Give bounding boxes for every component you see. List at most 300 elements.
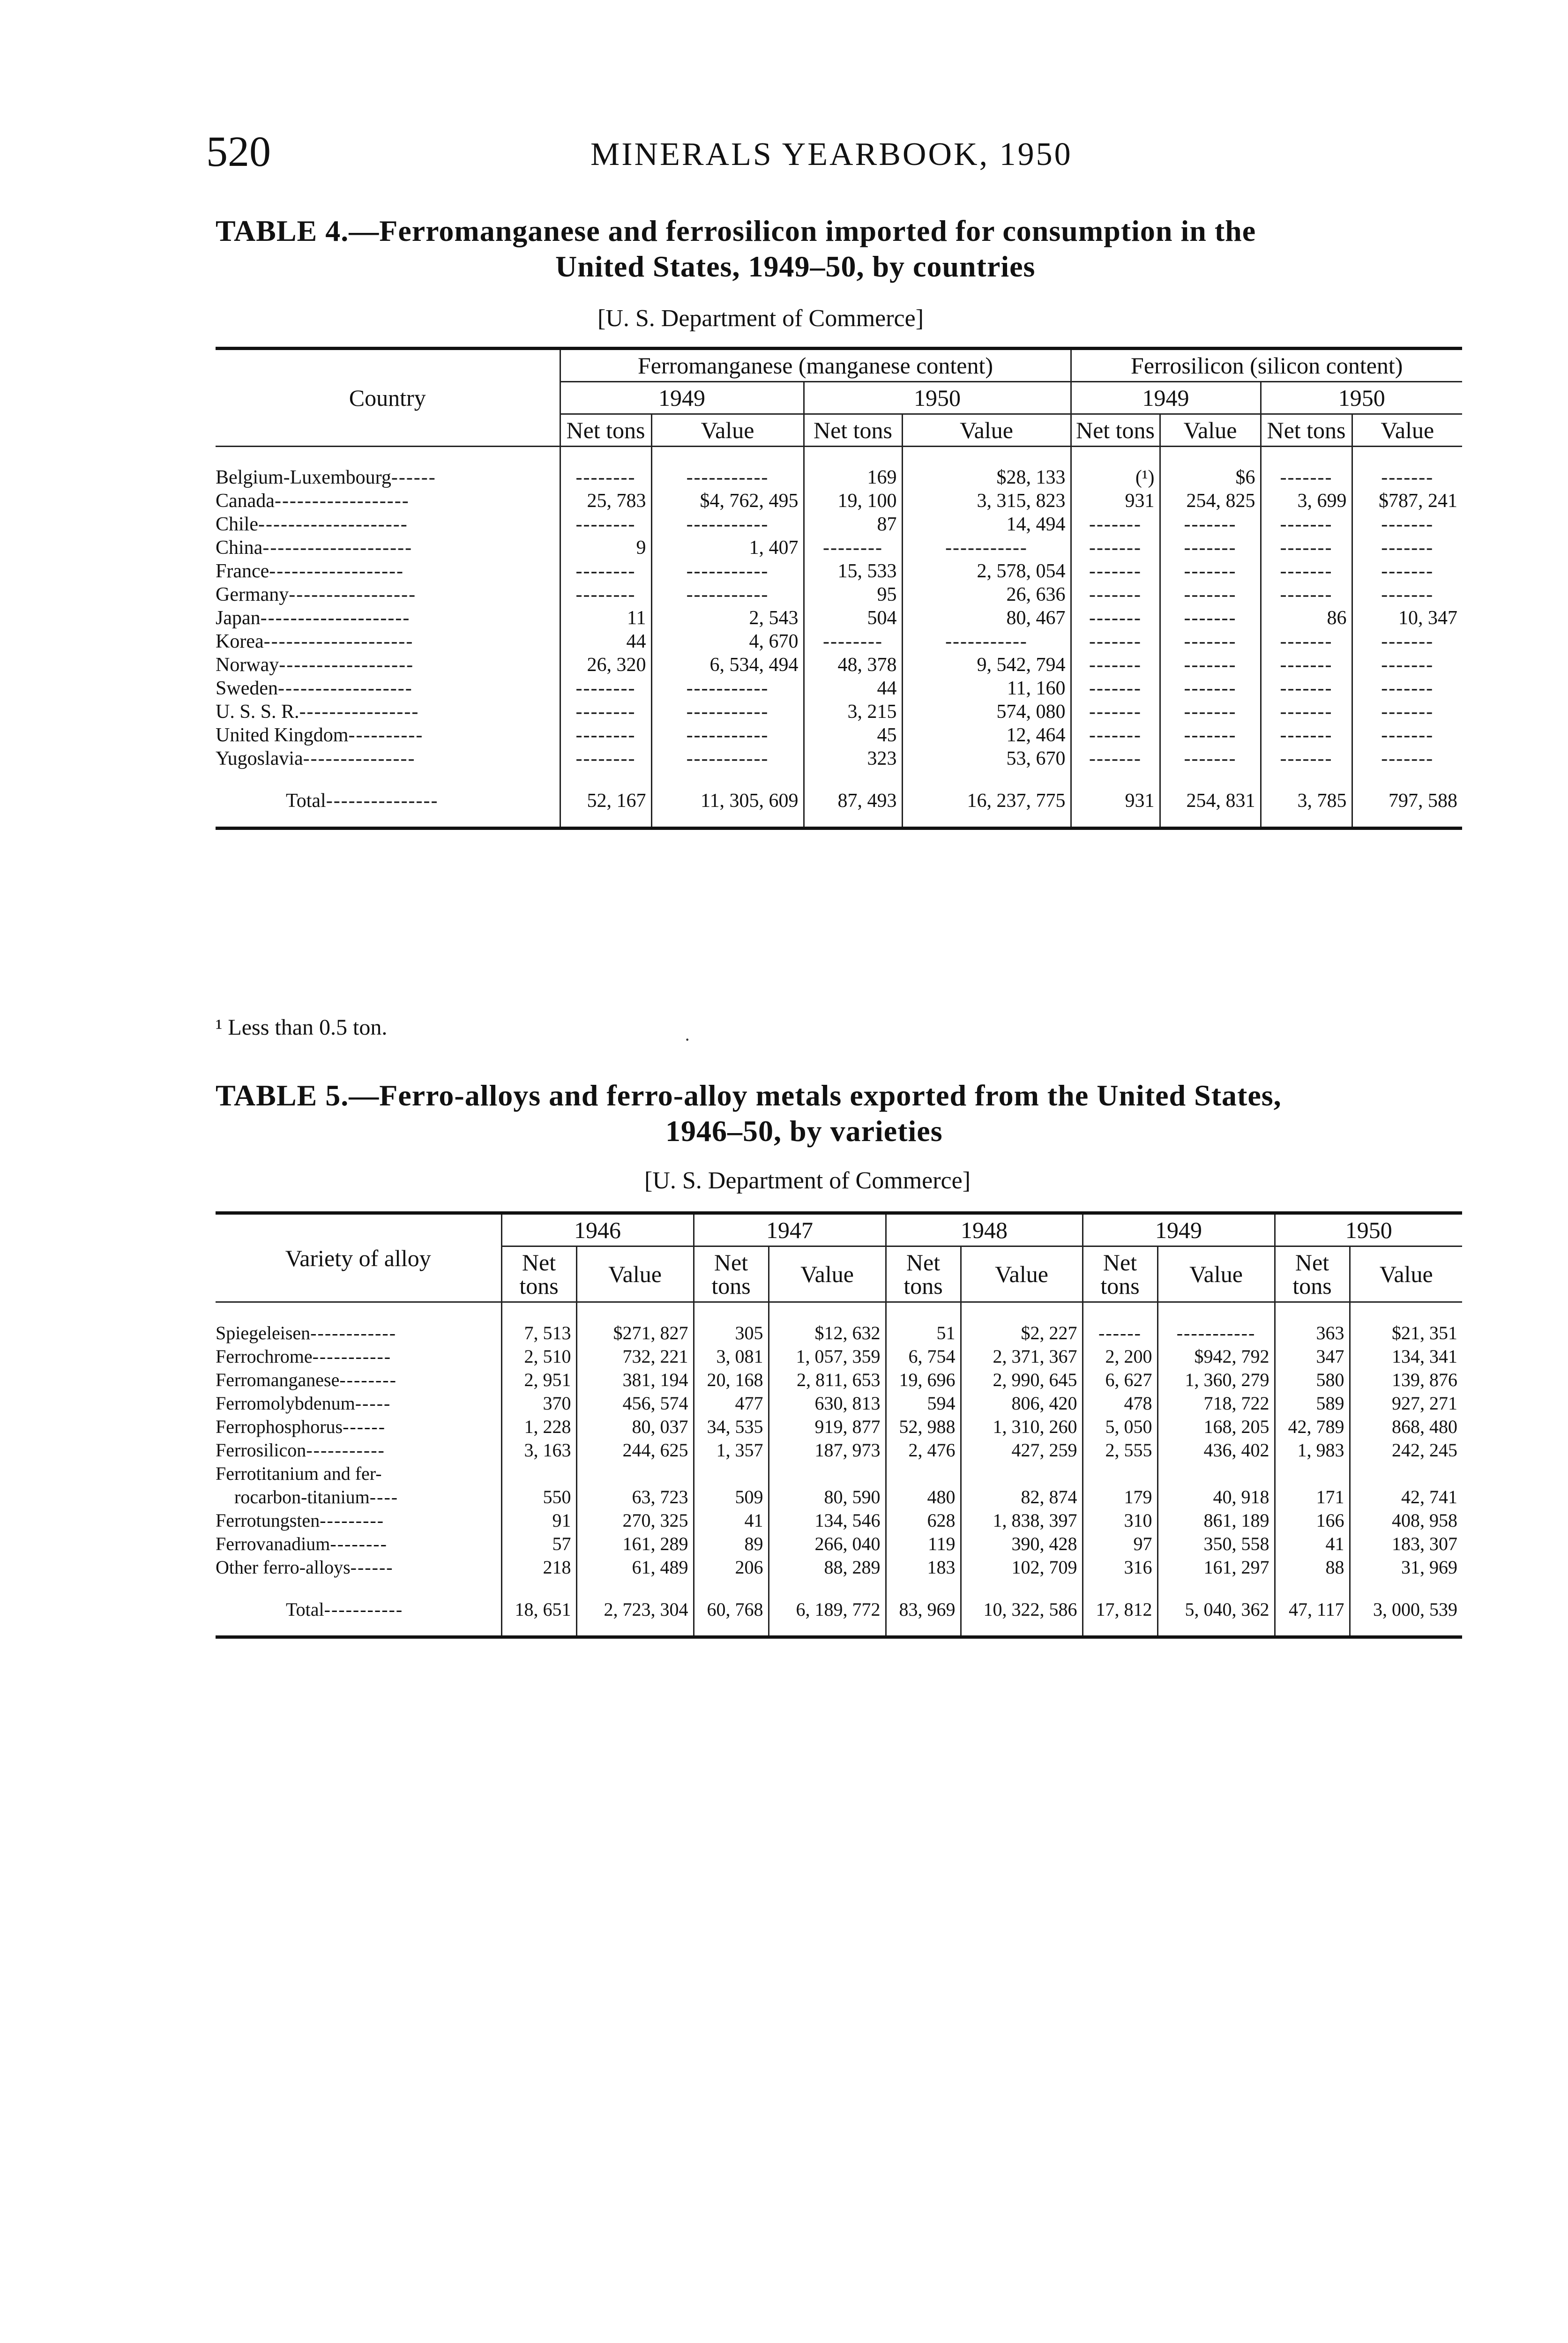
cell-net-tons: 5, 050 [1083, 1415, 1157, 1439]
year-header: 1950 [1261, 382, 1462, 414]
cell-net-tons: ------- [1261, 560, 1352, 583]
row-label-text: Sweden [216, 678, 278, 699]
cell-value: ------- [1352, 447, 1462, 490]
cell-net-tons: 310 [1083, 1509, 1157, 1532]
row-label [216, 1302, 501, 1345]
leader-dots: ---------------- [299, 701, 419, 723]
row-label [216, 1556, 501, 1579]
cell-value: 82, 874 [961, 1485, 1083, 1509]
cell-net-tons: 3, 785 [1261, 770, 1352, 828]
cell-net-tons: 47, 117 [1275, 1579, 1350, 1637]
row-label-text: Yugoslavia [216, 748, 303, 769]
cell-net-tons: ------- [1071, 583, 1160, 606]
cell-net-tons: 57 [501, 1532, 576, 1556]
row-label [216, 747, 560, 770]
cell-value: 187, 973 [769, 1439, 886, 1462]
cell-net-tons: 166 [1275, 1509, 1350, 1532]
cell-net-tons: 509 [694, 1485, 769, 1509]
cell-net-tons [1083, 1462, 1157, 1485]
cell-value: 6, 189, 772 [769, 1579, 886, 1637]
leader-dots: --------------- [326, 790, 439, 812]
table5-source: [U. S. Department of Commerce] [644, 1167, 971, 1194]
cell-value: ----------- [902, 536, 1071, 560]
cell-value: 868, 480 [1350, 1415, 1462, 1439]
cell-value: 390, 428 [961, 1532, 1083, 1556]
page-header [206, 127, 1471, 178]
cell-net-tons: 97 [1083, 1532, 1157, 1556]
cell-value: ----------- [1157, 1302, 1275, 1345]
cell-value: 1, 310, 260 [961, 1415, 1083, 1439]
row-label-text: Canada [216, 490, 275, 512]
row-label-text: Ferrophosphorus [216, 1416, 343, 1437]
cell-value: $4, 762, 495 [651, 489, 804, 513]
total-row [216, 770, 1462, 828]
cell-net-tons: 41 [694, 1509, 769, 1532]
cell-value: ------- [1160, 513, 1261, 536]
leader-dots: --------- [320, 1510, 385, 1531]
cell-net-tons: 48, 378 [804, 653, 902, 677]
cell-net-tons: 169 [804, 447, 902, 490]
cell-net-tons [501, 1462, 576, 1485]
leader-dots: ------------------ [269, 560, 404, 582]
cell-value: ------- [1352, 747, 1462, 770]
cell-value: 861, 189 [1157, 1509, 1275, 1532]
cell-value: 2, 990, 645 [961, 1368, 1083, 1392]
cell-value: ----------- [651, 560, 804, 583]
cell-value: 134, 546 [769, 1509, 886, 1532]
cell-net-tons: 183 [886, 1556, 961, 1579]
cell-net-tons: -------- [560, 700, 651, 724]
table-row [216, 1415, 1462, 1439]
cell-value: 53, 670 [902, 747, 1071, 770]
cell-value: 80, 590 [769, 1485, 886, 1509]
cell-value: ------- [1352, 560, 1462, 583]
cell-net-tons: 41 [1275, 1532, 1350, 1556]
cell-net-tons: 26, 320 [560, 653, 651, 677]
cell-value: 6, 534, 494 [651, 653, 804, 677]
cell-net-tons: 83, 969 [886, 1579, 961, 1637]
row-label-text: United Kingdom [216, 724, 349, 746]
cell-net-tons: 95 [804, 583, 902, 606]
cell-net-tons: 17, 812 [1083, 1579, 1157, 1637]
cell-net-tons: 51 [886, 1302, 961, 1345]
row-label [216, 677, 560, 700]
cell-value: 1, 838, 397 [961, 1509, 1083, 1532]
leader-dots: ----------- [306, 1440, 385, 1461]
cell-value: 408, 958 [1350, 1509, 1462, 1532]
cell-net-tons: ------- [1261, 513, 1352, 536]
leader-dots: ------ [350, 1557, 394, 1578]
cell-net-tons: 179 [1083, 1485, 1157, 1509]
row-label-text: rocarbon-titanium [234, 1486, 370, 1507]
table-row [216, 1392, 1462, 1415]
cell-value: 63, 723 [576, 1485, 694, 1509]
table-row [216, 447, 1462, 490]
column-header-net-tons: Net tons [804, 414, 902, 447]
cell-net-tons: 477 [694, 1392, 769, 1415]
cell-net-tons: -------- [560, 724, 651, 747]
cell-value: ----------- [651, 724, 804, 747]
cell-net-tons: 316 [1083, 1556, 1157, 1579]
column-header-net-tons: Net tons [1083, 1246, 1157, 1302]
leader-dots: -------- [330, 1533, 388, 1554]
leader-dots: -------------------- [263, 631, 414, 652]
year-header: 1946 [501, 1213, 694, 1246]
column-header-value: Value [576, 1246, 694, 1302]
cell-value: 381, 194 [576, 1368, 694, 1392]
cell-net-tons: 3, 081 [694, 1345, 769, 1368]
cell-value: ------- [1352, 700, 1462, 724]
leader-dots: ------------------ [279, 654, 414, 676]
cell-net-tons: ------- [1261, 724, 1352, 747]
cell-net-tons: 52, 167 [560, 770, 651, 828]
table-row [216, 536, 1462, 560]
year-header: 1948 [886, 1213, 1083, 1246]
column-header-net-tons: Net tons [1261, 414, 1352, 447]
cell-value: 732, 221 [576, 1345, 694, 1368]
row-label-text: Ferrochrome [216, 1346, 313, 1367]
cell-net-tons: 305 [694, 1302, 769, 1345]
cell-value: $28, 133 [902, 447, 1071, 490]
cell-net-tons: 87 [804, 513, 902, 536]
row-label-text: Total [286, 790, 326, 812]
cell-value: 266, 040 [769, 1532, 886, 1556]
cell-value: $2, 227 [961, 1302, 1083, 1345]
row-label [216, 560, 560, 583]
cell-net-tons: 3, 699 [1261, 489, 1352, 513]
cell-value: ------- [1160, 747, 1261, 770]
cell-value: ------- [1352, 653, 1462, 677]
cell-value: ------- [1352, 677, 1462, 700]
cell-value: ------- [1352, 724, 1462, 747]
cell-value: 134, 341 [1350, 1345, 1462, 1368]
page-number: 520 [206, 127, 271, 175]
column-header-value: Value [651, 414, 804, 447]
table-row [216, 1485, 1462, 1509]
leader-dots: ----- [355, 1393, 391, 1414]
cell-value: 4, 670 [651, 630, 804, 653]
cell-value: 168, 205 [1157, 1415, 1275, 1439]
cell-net-tons: 589 [1275, 1392, 1350, 1415]
cell-value: ----------- [651, 700, 804, 724]
cell-net-tons: ------- [1261, 677, 1352, 700]
cell-net-tons: ------- [1071, 700, 1160, 724]
cell-value: $942, 792 [1157, 1345, 1275, 1368]
cell-net-tons: ------- [1261, 653, 1352, 677]
cell-value: $6 [1160, 447, 1261, 490]
column-header-value: Value [902, 414, 1071, 447]
cell-value: ------- [1160, 653, 1261, 677]
table-row [216, 1345, 1462, 1368]
year-header: 1949 [1083, 1213, 1275, 1246]
cell-value: 2, 543 [651, 606, 804, 630]
cell-value: 10, 322, 586 [961, 1579, 1083, 1637]
column-header-value: Value [1350, 1246, 1462, 1302]
row-label-text: Korea [216, 631, 264, 652]
table4 [216, 347, 1462, 830]
total-row [216, 1579, 1462, 1637]
cell-net-tons: ------- [1261, 447, 1352, 490]
cell-value: 1, 057, 359 [769, 1345, 886, 1368]
row-label-text: Total [286, 1599, 324, 1620]
cell-net-tons: 87, 493 [804, 770, 902, 828]
row-label-text: Ferromolybdenum [216, 1393, 355, 1414]
row-label-text: Chile [216, 514, 258, 535]
cell-net-tons: 89 [694, 1532, 769, 1556]
cell-net-tons: 206 [694, 1556, 769, 1579]
cell-net-tons: ------- [1261, 536, 1352, 560]
cell-net-tons: 7, 513 [501, 1302, 576, 1345]
leader-dots: ------------------ [274, 490, 410, 512]
cell-value: 42, 741 [1350, 1485, 1462, 1509]
cell-net-tons: 347 [1275, 1345, 1350, 1368]
cell-value: 242, 245 [1350, 1439, 1462, 1462]
cell-net-tons: -------- [804, 536, 902, 560]
cell-value: ----------- [651, 447, 804, 490]
cell-value: ------- [1160, 700, 1261, 724]
row-label [216, 1485, 501, 1509]
cell-net-tons: 2, 555 [1083, 1439, 1157, 1462]
cell-net-tons: ------- [1261, 747, 1352, 770]
cell-net-tons: -------- [560, 513, 651, 536]
cell-value: $271, 827 [576, 1302, 694, 1345]
table-row [216, 630, 1462, 653]
cell-value: 102, 709 [961, 1556, 1083, 1579]
row-label-text: Japan [216, 607, 261, 629]
cell-net-tons: 19, 100 [804, 489, 902, 513]
cell-value: ------- [1160, 677, 1261, 700]
column-header-net-tons: Net tons [886, 1246, 961, 1302]
cell-value: 244, 625 [576, 1439, 694, 1462]
cell-net-tons: ------- [1071, 724, 1160, 747]
table-row [216, 747, 1462, 770]
table-row [216, 606, 1462, 630]
cell-net-tons: 52, 988 [886, 1415, 961, 1439]
row-label [216, 1439, 501, 1462]
cell-value: 26, 636 [902, 583, 1071, 606]
cell-value: 161, 297 [1157, 1556, 1275, 1579]
cell-net-tons [886, 1462, 961, 1485]
cell-net-tons: 44 [560, 630, 651, 653]
cell-value: 427, 259 [961, 1439, 1083, 1462]
row-label-text: Germany [216, 584, 289, 605]
cell-value: 139, 876 [1350, 1368, 1462, 1392]
cell-net-tons: -------- [804, 630, 902, 653]
year-header: 1950 [1275, 1213, 1462, 1246]
cell-net-tons: ------ [1083, 1302, 1157, 1345]
cell-value: 9, 542, 794 [902, 653, 1071, 677]
table-row [216, 489, 1462, 513]
leader-dots: --------------- [303, 748, 416, 769]
row-label [216, 770, 560, 828]
table-row [216, 1556, 1462, 1579]
cell-value: $21, 351 [1350, 1302, 1462, 1345]
cell-value: $12, 632 [769, 1302, 886, 1345]
cell-value: 456, 574 [576, 1392, 694, 1415]
table5-title: TABLE 5.—Ferro-alloys and ferro-alloy metals exported from the United States, 1946–50, by varieties [216, 1079, 1282, 1148]
cell-net-tons: ------- [1071, 653, 1160, 677]
cell-net-tons: 18, 651 [501, 1579, 576, 1637]
column-header-net-tons: Net tons [694, 1246, 769, 1302]
cell-value: ------- [1160, 536, 1261, 560]
cell-net-tons: ------- [1071, 536, 1160, 560]
cell-value: 630, 813 [769, 1392, 886, 1415]
cell-value: 80, 037 [576, 1415, 694, 1439]
row-label [216, 536, 560, 560]
leader-dots: -------------------- [258, 514, 408, 535]
cell-value: 16, 237, 775 [902, 770, 1071, 828]
cell-value: 161, 289 [576, 1532, 694, 1556]
row-label [216, 583, 560, 606]
column-header-value: Value [1160, 414, 1261, 447]
row-label [216, 653, 560, 677]
cell-net-tons: 171 [1275, 1485, 1350, 1509]
cell-net-tons: 44 [804, 677, 902, 700]
cell-value: 1, 360, 279 [1157, 1368, 1275, 1392]
cell-value: ------- [1352, 513, 1462, 536]
cell-value: 5, 040, 362 [1157, 1579, 1275, 1637]
cell-value: 12, 464 [902, 724, 1071, 747]
year-header: 1949 [1071, 382, 1261, 414]
column-header-value: Value [961, 1246, 1083, 1302]
row-label [216, 1415, 501, 1439]
row-label [216, 489, 560, 513]
row-label-text: China [216, 537, 263, 559]
cell-net-tons: 2, 510 [501, 1345, 576, 1368]
cell-net-tons: (¹) [1071, 447, 1160, 490]
cell-net-tons: -------- [560, 560, 651, 583]
running-head: MINERALS YEARBOOK, 1950 [590, 136, 1073, 172]
cell-value: ----------- [651, 747, 804, 770]
cell-net-tons: 2, 951 [501, 1368, 576, 1392]
table-row [216, 1509, 1462, 1532]
cell-value: ----------- [651, 513, 804, 536]
row-label [216, 1579, 501, 1637]
cell-value: ----------- [902, 630, 1071, 653]
cell-net-tons: 363 [1275, 1302, 1350, 1345]
row-label-text: France [216, 560, 269, 582]
cell-value: ------- [1160, 560, 1261, 583]
cell-net-tons: ------- [1071, 630, 1160, 653]
cell-value: 11, 160 [902, 677, 1071, 700]
cell-value: 254, 825 [1160, 489, 1261, 513]
row-label [216, 1462, 501, 1485]
cell-value: 797, 588 [1352, 770, 1462, 828]
table5 [216, 1211, 1462, 1639]
leader-dots: ----------- [312, 1346, 392, 1367]
cell-net-tons: ------- [1071, 747, 1160, 770]
cell-value: ------- [1352, 536, 1462, 560]
cell-net-tons: 480 [886, 1485, 961, 1509]
cell-net-tons: 3, 215 [804, 700, 902, 724]
cell-value: ------- [1160, 630, 1261, 653]
row-label [216, 1532, 501, 1556]
cell-net-tons [1275, 1462, 1350, 1485]
column-header-value: Value [1157, 1246, 1275, 1302]
row-label-text: Ferrovanadium [216, 1533, 330, 1554]
row-label-text: Ferrosilicon [216, 1440, 306, 1461]
row-label [216, 1509, 501, 1532]
cell-net-tons: 25, 783 [560, 489, 651, 513]
cell-net-tons: ------- [1261, 583, 1352, 606]
leader-dots: ------------ [310, 1322, 397, 1343]
cell-net-tons: 504 [804, 606, 902, 630]
cell-value: 2, 371, 367 [961, 1345, 1083, 1368]
cell-value: ----------- [651, 583, 804, 606]
cell-value: 2, 578, 054 [902, 560, 1071, 583]
cell-net-tons: 3, 163 [501, 1439, 576, 1462]
year-header: 1947 [694, 1213, 886, 1246]
year-header: 1950 [804, 382, 1071, 414]
cell-net-tons: -------- [560, 677, 651, 700]
row-label-text: U. S. S. R. [216, 701, 299, 723]
table-row [216, 560, 1462, 583]
row-label [216, 700, 560, 724]
cell-value: ----------- [651, 677, 804, 700]
cell-net-tons: 91 [501, 1509, 576, 1532]
row-label-text: Other ferro-alloys [216, 1557, 351, 1578]
cell-value: 183, 307 [1350, 1532, 1462, 1556]
table-row [216, 1302, 1462, 1345]
cell-value: 88, 289 [769, 1556, 886, 1579]
row-label [216, 724, 560, 747]
cell-net-tons: 1, 228 [501, 1415, 576, 1439]
row-label [216, 513, 560, 536]
cell-value: 254, 831 [1160, 770, 1261, 828]
cell-net-tons: 15, 533 [804, 560, 902, 583]
table-row [216, 700, 1462, 724]
cell-net-tons: ------- [1261, 630, 1352, 653]
cell-net-tons: -------- [560, 583, 651, 606]
cell-value: 2, 723, 304 [576, 1579, 694, 1637]
row-label-text: Ferromanganese [216, 1369, 340, 1390]
leader-dots: ------ [343, 1416, 386, 1437]
cell-value: 1, 407 [651, 536, 804, 560]
cell-value: 3, 315, 823 [902, 489, 1071, 513]
cell-value: 11, 305, 609 [651, 770, 804, 828]
cell-value: 61, 489 [576, 1556, 694, 1579]
cell-net-tons: 931 [1071, 489, 1160, 513]
cell-net-tons: 550 [501, 1485, 576, 1509]
cell-value: 919, 877 [769, 1415, 886, 1439]
cell-net-tons: 9 [560, 536, 651, 560]
cell-value [1350, 1462, 1462, 1485]
cell-net-tons: 2, 476 [886, 1439, 961, 1462]
cell-net-tons: 628 [886, 1509, 961, 1532]
column-header-net-tons: Net tons [1071, 414, 1160, 447]
cell-value [961, 1462, 1083, 1485]
cell-net-tons: 370 [501, 1392, 576, 1415]
cell-net-tons: 20, 168 [694, 1368, 769, 1392]
column-header-value: Value [769, 1246, 886, 1302]
cell-value [576, 1462, 694, 1485]
cell-net-tons: ------- [1071, 677, 1160, 700]
cell-value: 350, 558 [1157, 1532, 1275, 1556]
row-label [216, 1345, 501, 1368]
cell-value [1157, 1462, 1275, 1485]
cell-net-tons: 594 [886, 1392, 961, 1415]
cell-net-tons: 34, 535 [694, 1415, 769, 1439]
row-label [216, 630, 560, 653]
cell-value: ------- [1160, 583, 1261, 606]
cell-value: 927, 271 [1350, 1392, 1462, 1415]
cell-value: 2, 811, 653 [769, 1368, 886, 1392]
cell-value: 40, 918 [1157, 1485, 1275, 1509]
leader-dots: ------------------ [277, 678, 413, 699]
cell-net-tons: 45 [804, 724, 902, 747]
column-header-value: Value [1352, 414, 1462, 447]
cell-value: 806, 420 [961, 1392, 1083, 1415]
